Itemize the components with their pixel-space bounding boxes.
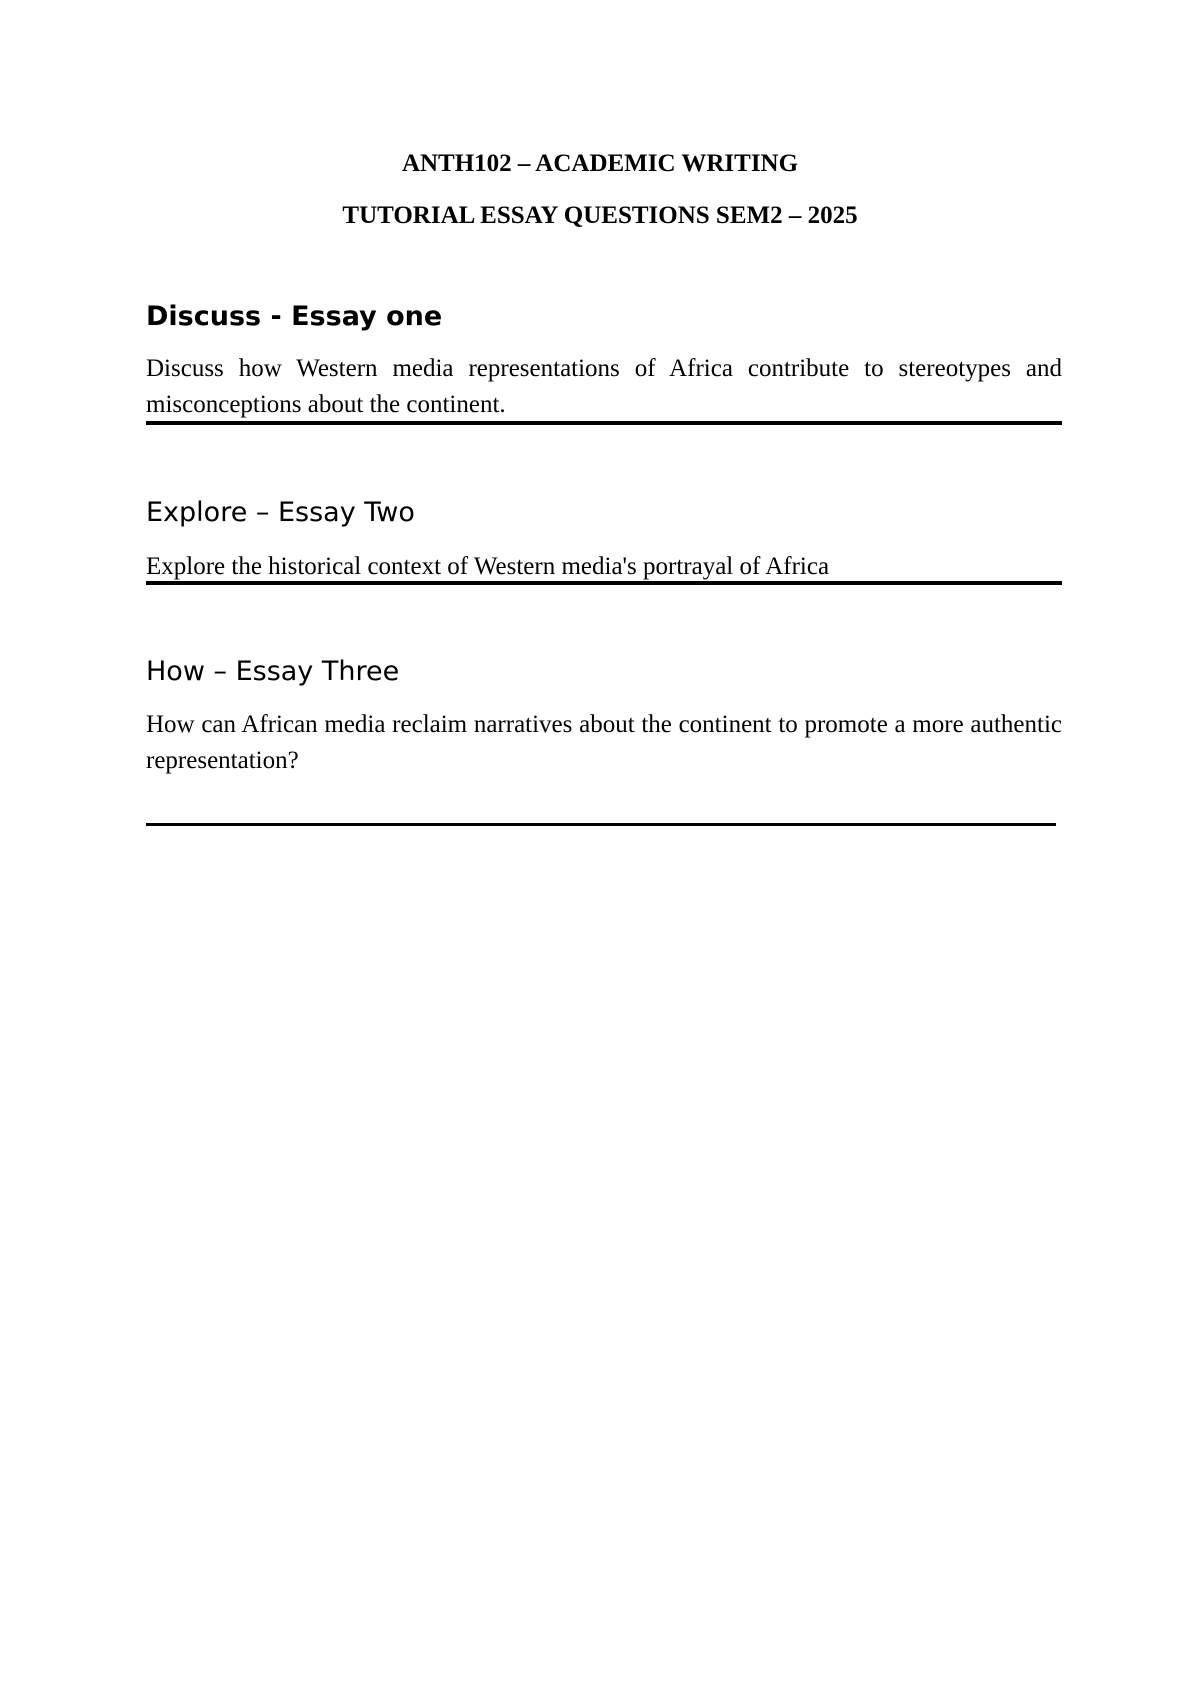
essay-two-divider: [146, 581, 1062, 585]
essay-two-question: Explore the historical context of Western media's portrayal of Africa: [146, 553, 830, 580]
document-subtitle: TUTORIAL ESSAY QUESTIONS SEM2 – 2025: [342, 202, 858, 229]
essay-one-question: Discuss how Western media representations of Africa contribute to stereotypes and misconceptions about the continent.: [146, 355, 1062, 418]
essay-three-divider: [146, 823, 1056, 826]
essay-one-divider: [146, 421, 1062, 425]
document-title: ANTH102 – ACADEMIC WRITING: [401, 150, 799, 177]
essay-three-question: How can African media reclaim narratives about the continent to promote a more authentic representation?: [146, 711, 1062, 774]
essay-two-heading: Explore – Essay Two: [146, 497, 415, 528]
essay-three-heading: How – Essay Three: [146, 656, 400, 687]
essay-one-heading: Discuss - Essay one: [146, 301, 443, 332]
